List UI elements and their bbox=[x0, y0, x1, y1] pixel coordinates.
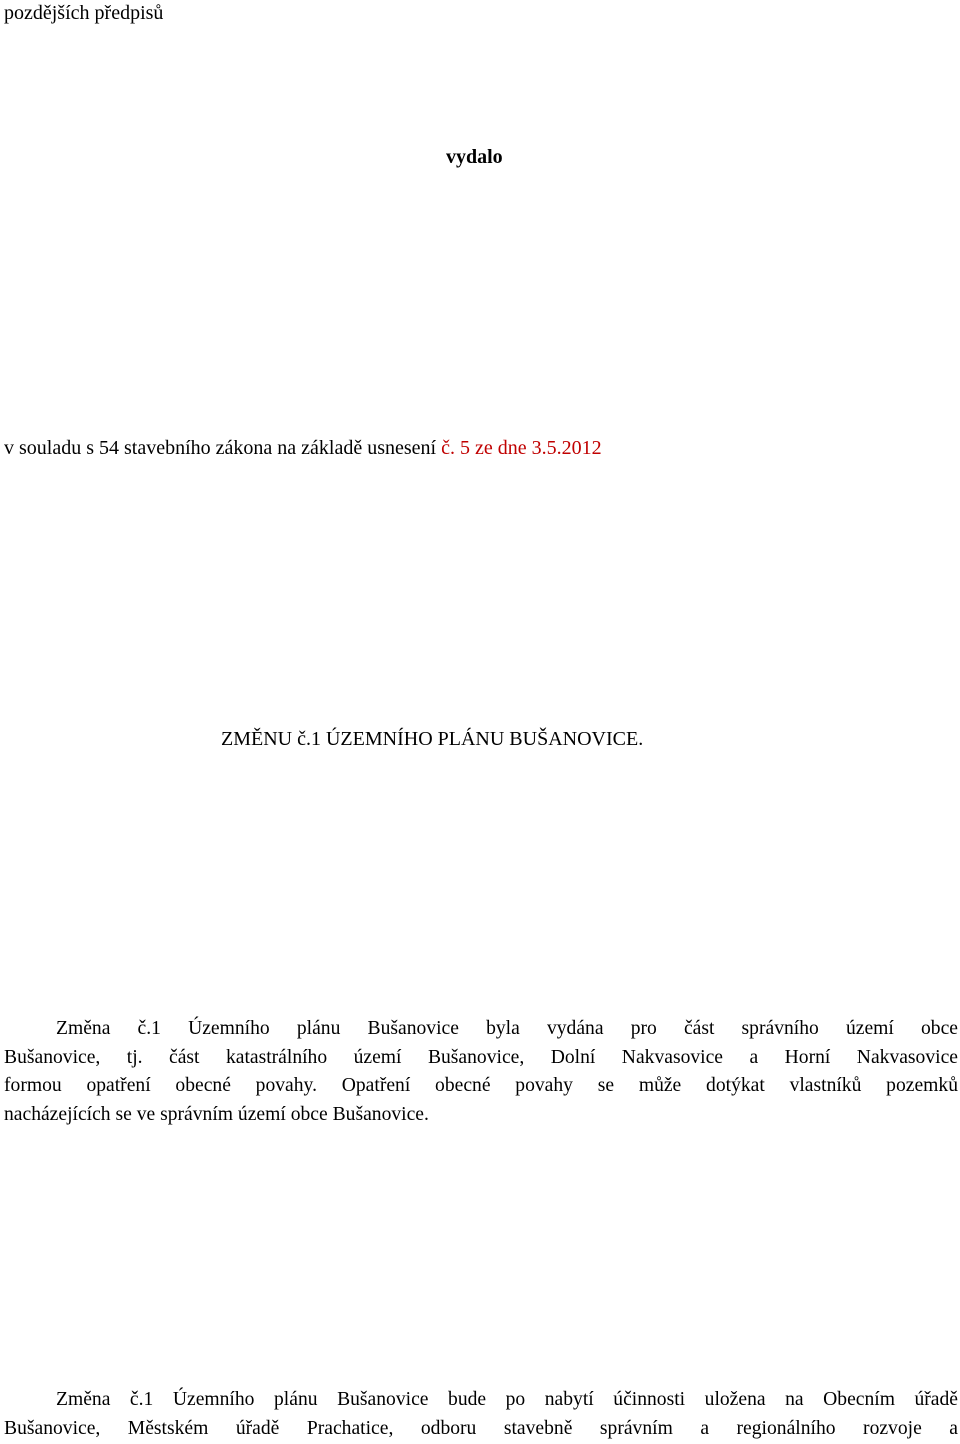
paragraph-1-line-4: nacházejících se ve správním území obce Bušanovice. bbox=[4, 1103, 429, 1125]
resolution-prefix: v souladu s 54 stavebního zákona na základě usnesení bbox=[4, 437, 442, 459]
paragraph-1-line-2: Bušanovice, tj. část katastrálního území Bušanovice, Dolní Nakvasovice a Horní Nakvasovice bbox=[4, 1046, 958, 1068]
paragraph-1-line-3: formou opatření obecné povahy. Opatření obecné povahy se může dotýkat vlastníků pozemků bbox=[4, 1075, 958, 1096]
paragraph-1-line-1: Změna č.1 Územního plánu Bušanovice byla vydána pro část správního území obce bbox=[56, 1018, 958, 1039]
resolution-line bbox=[4, 437, 602, 460]
paragraph-1 bbox=[4, 1015, 958, 1129]
paragraph-2-line-1: Změna č.1 Územního plánu Bušanovice bude po nabytí účinnosti uložena na Obecním úřadě bbox=[56, 1389, 958, 1410]
heading-vydalo: vydalo bbox=[446, 146, 503, 168]
paragraph-2-line-2: Bušanovice, Městském úřadě Prachatice, odboru stavebně správním a regionálního rozvoje a bbox=[4, 1417, 958, 1439]
top-line: pozdějších předpisů bbox=[4, 2, 164, 24]
paragraph-2 bbox=[4, 1386, 958, 1443]
document-title: ZMĚNU č.1 ÚZEMNÍHO PLÁNU BUŠANOVICE. bbox=[221, 728, 644, 750]
resolution-highlight: č. 5 ze dne 3.5.2012 bbox=[441, 437, 602, 459]
